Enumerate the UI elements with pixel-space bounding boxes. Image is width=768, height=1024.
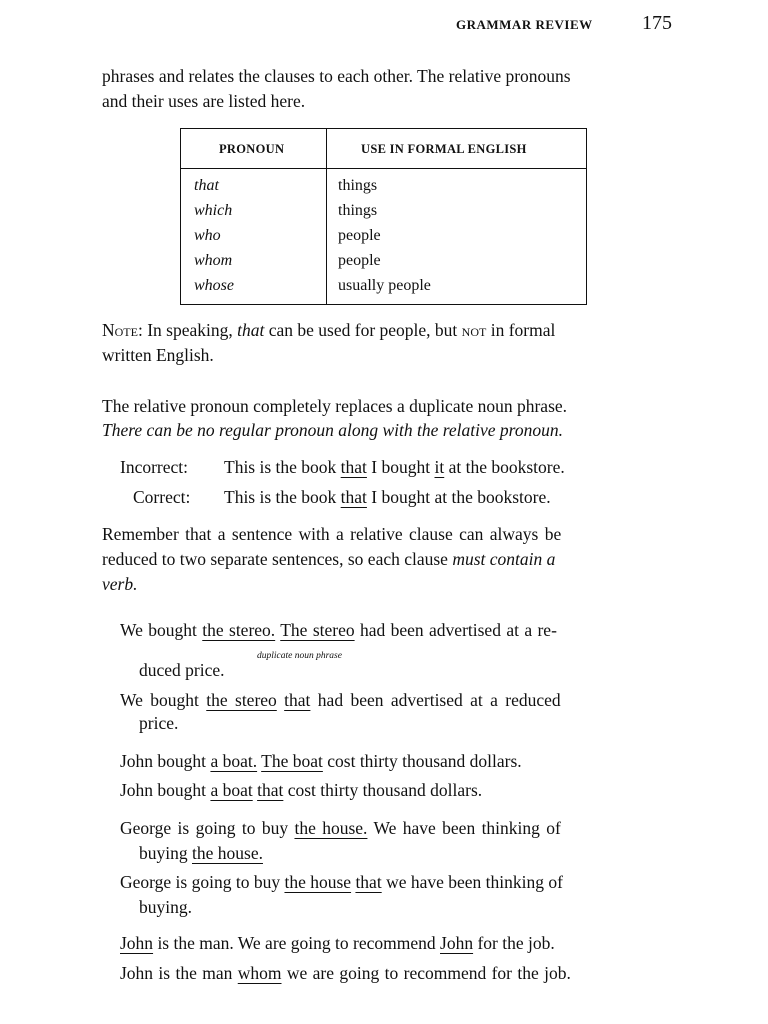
house-example-line-1: George is going to buy the house. We have been thinking of <box>120 818 561 838</box>
incorrect-label: Incorrect: <box>120 457 189 477</box>
table-column-divider <box>326 129 327 304</box>
table-cell-pronoun: which <box>194 202 233 219</box>
table-cell-pronoun: whose <box>194 277 234 294</box>
duplicate-noun-phrase-label: duplicate noun phrase <box>257 651 342 661</box>
incorrect-example: This is the book that I bought it at the bookstore. <box>224 457 565 477</box>
house-reduced-line-2: buying. <box>139 897 192 917</box>
intro-line-2: and their uses are listed here. <box>102 91 306 111</box>
note-line-1: Note: In speaking, that can be used for people, but not in formal <box>102 320 556 340</box>
table-cell-use: things <box>338 177 378 194</box>
boat-example: John bought a boat. The boat cost thirty thousand dollars. <box>120 751 522 771</box>
table-header-use: USE IN FORMAL ENGLISH <box>361 142 527 156</box>
john-reduced: John is the man whom we are going to recommend for the job. <box>120 963 571 983</box>
correct-label: Correct: <box>133 487 191 507</box>
stereo-reduced-line-2: price. <box>139 713 179 733</box>
note-label: Note: <box>102 320 143 340</box>
para2-line-2: reduced to two separate sentences, so each clause must contain a <box>102 549 556 569</box>
page-number: 175 <box>642 12 672 34</box>
para2-line-3: verb. <box>102 574 138 594</box>
para1-line-1: The relative pronoun completely replaces a duplicate noun phrase. <box>102 396 568 416</box>
note-line-2: written English. <box>102 345 214 365</box>
relative-pronoun-table <box>180 128 587 305</box>
house-reduced-line-1: George is going to buy the house that we have been thinking of <box>120 872 563 892</box>
table-cell-pronoun: who <box>194 227 221 244</box>
para2-line-1: Remember that a sentence with a relative clause can always be <box>102 524 562 544</box>
stereo-reduced-line-1: We bought the stereo that had been advertised at a reduced <box>120 690 561 710</box>
boat-reduced: John bought a boat that cost thirty thousand dollars. <box>120 780 483 800</box>
table-cell-use: usually people <box>338 277 431 294</box>
table-cell-pronoun: that <box>194 177 219 194</box>
table-cell-use: people <box>338 227 381 244</box>
table-header-divider <box>181 168 586 169</box>
correct-example: This is the book that I bought at the bookstore. <box>224 487 551 507</box>
house-example-line-2: buying the house. <box>139 843 263 863</box>
para1-line-2: There can be no regular pronoun along with the relative pronoun. <box>102 420 563 440</box>
table-header-pronoun: PRONOUN <box>219 142 285 156</box>
stereo-example-line-1: We bought the stereo. The stereo had been advertised at a re- <box>120 620 557 640</box>
table-cell-use: people <box>338 252 381 269</box>
intro-line-1: phrases and relates the clauses to each other. The relative pronouns <box>102 66 571 86</box>
running-header: GRAMMAR REVIEW <box>456 17 593 32</box>
stereo-example-line-2: duced price. <box>139 660 225 680</box>
table-cell-pronoun: whom <box>194 252 233 269</box>
table-cell-use: things <box>338 202 378 219</box>
john-example: John is the man. We are going to recommend John for the job. <box>120 933 555 953</box>
